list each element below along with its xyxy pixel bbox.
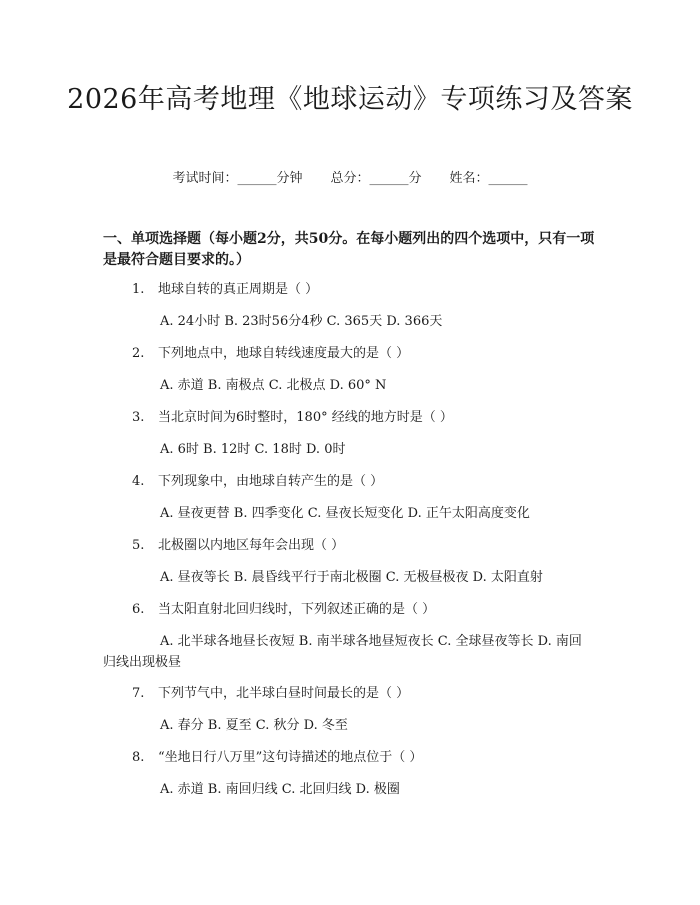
- total-score-label: 总分：______分: [330, 171, 422, 186]
- question-number: 6.: [132, 602, 145, 617]
- question-text: 下列地点中，地球自转线速度最大的是（ ）: [158, 346, 410, 361]
- question-2: [132, 345, 612, 363]
- question-5: [132, 537, 612, 555]
- question-6-options: A. 北半球各地昼长夜短 B. 南半球各地昼短夜长 C. 全球昼夜等长 D. 南回归线出现极昼: [103, 634, 582, 670]
- question-number: 1.: [132, 282, 145, 297]
- question-3-options: A. 6时 B. 12时 C. 18时 D. 0时: [160, 442, 346, 457]
- question-4: [132, 473, 612, 491]
- question-text: 地球自转的真正周期是（ ）: [158, 282, 319, 297]
- question-3: [132, 409, 612, 427]
- question-text: 北极圈以内地区每年会出现（ ）: [158, 538, 345, 553]
- question-number: 3.: [132, 410, 145, 425]
- question-number: 7.: [132, 686, 145, 701]
- question-8: [132, 749, 612, 767]
- question-1-options: A. 24小时 B. 23时56分4秒 C. 365天 D. 366天: [160, 314, 443, 329]
- question-text: 下列现象中，由地球自转产生的是（ ）: [158, 474, 384, 489]
- question-number: 8.: [132, 750, 145, 765]
- question-7: [132, 685, 612, 703]
- question-6: [132, 601, 612, 619]
- question-7-options: A. 春分 B. 夏至 C. 秋分 D. 冬至: [160, 718, 348, 733]
- question-8-options: A. 赤道 B. 南回归线 C. 北回归线 D. 极圈: [160, 782, 400, 797]
- question-1: [132, 281, 612, 299]
- question-4-options: A. 昼夜更替 B. 四季变化 C. 昼夜长短变化 D. 正午太阳高度变化: [160, 506, 530, 521]
- exam-meta: [0, 170, 700, 188]
- question-5-options: A. 昼夜等长 B. 晨昏线平行于南北极圈 C. 无极昼极夜 D. 太阳直射: [160, 570, 543, 585]
- section-heading-single-choice: 一、单项选择题（每小题2分，共50分。在每小题列出的四个选项中，只有一项是最符合题目要求的。）: [103, 231, 595, 268]
- question-text: 当太阳直射北回归线时，下列叙述正确的是（ ）: [158, 602, 436, 617]
- question-2-options: A. 赤道 B. 南极点 C. 北极点 D. 60° N: [160, 378, 387, 393]
- exam-time-label: 考试时间：______分钟: [172, 171, 303, 186]
- page-title: 2026年高考地理《地球运动》专项练习及答案: [67, 84, 633, 115]
- question-number: 4.: [132, 474, 145, 489]
- student-name-label: 姓名：______: [449, 171, 528, 186]
- question-text: 下列节气中，北半球白昼时间最长的是（ ）: [158, 686, 410, 701]
- question-number: 5.: [132, 538, 145, 553]
- question-text: “坐地日行八万里”这句诗描述的地点位于（ ）: [158, 750, 423, 765]
- question-text: 当北京时间为6时整时，180° 经线的地方时是（ ）: [158, 410, 453, 425]
- question-number: 2.: [132, 346, 145, 361]
